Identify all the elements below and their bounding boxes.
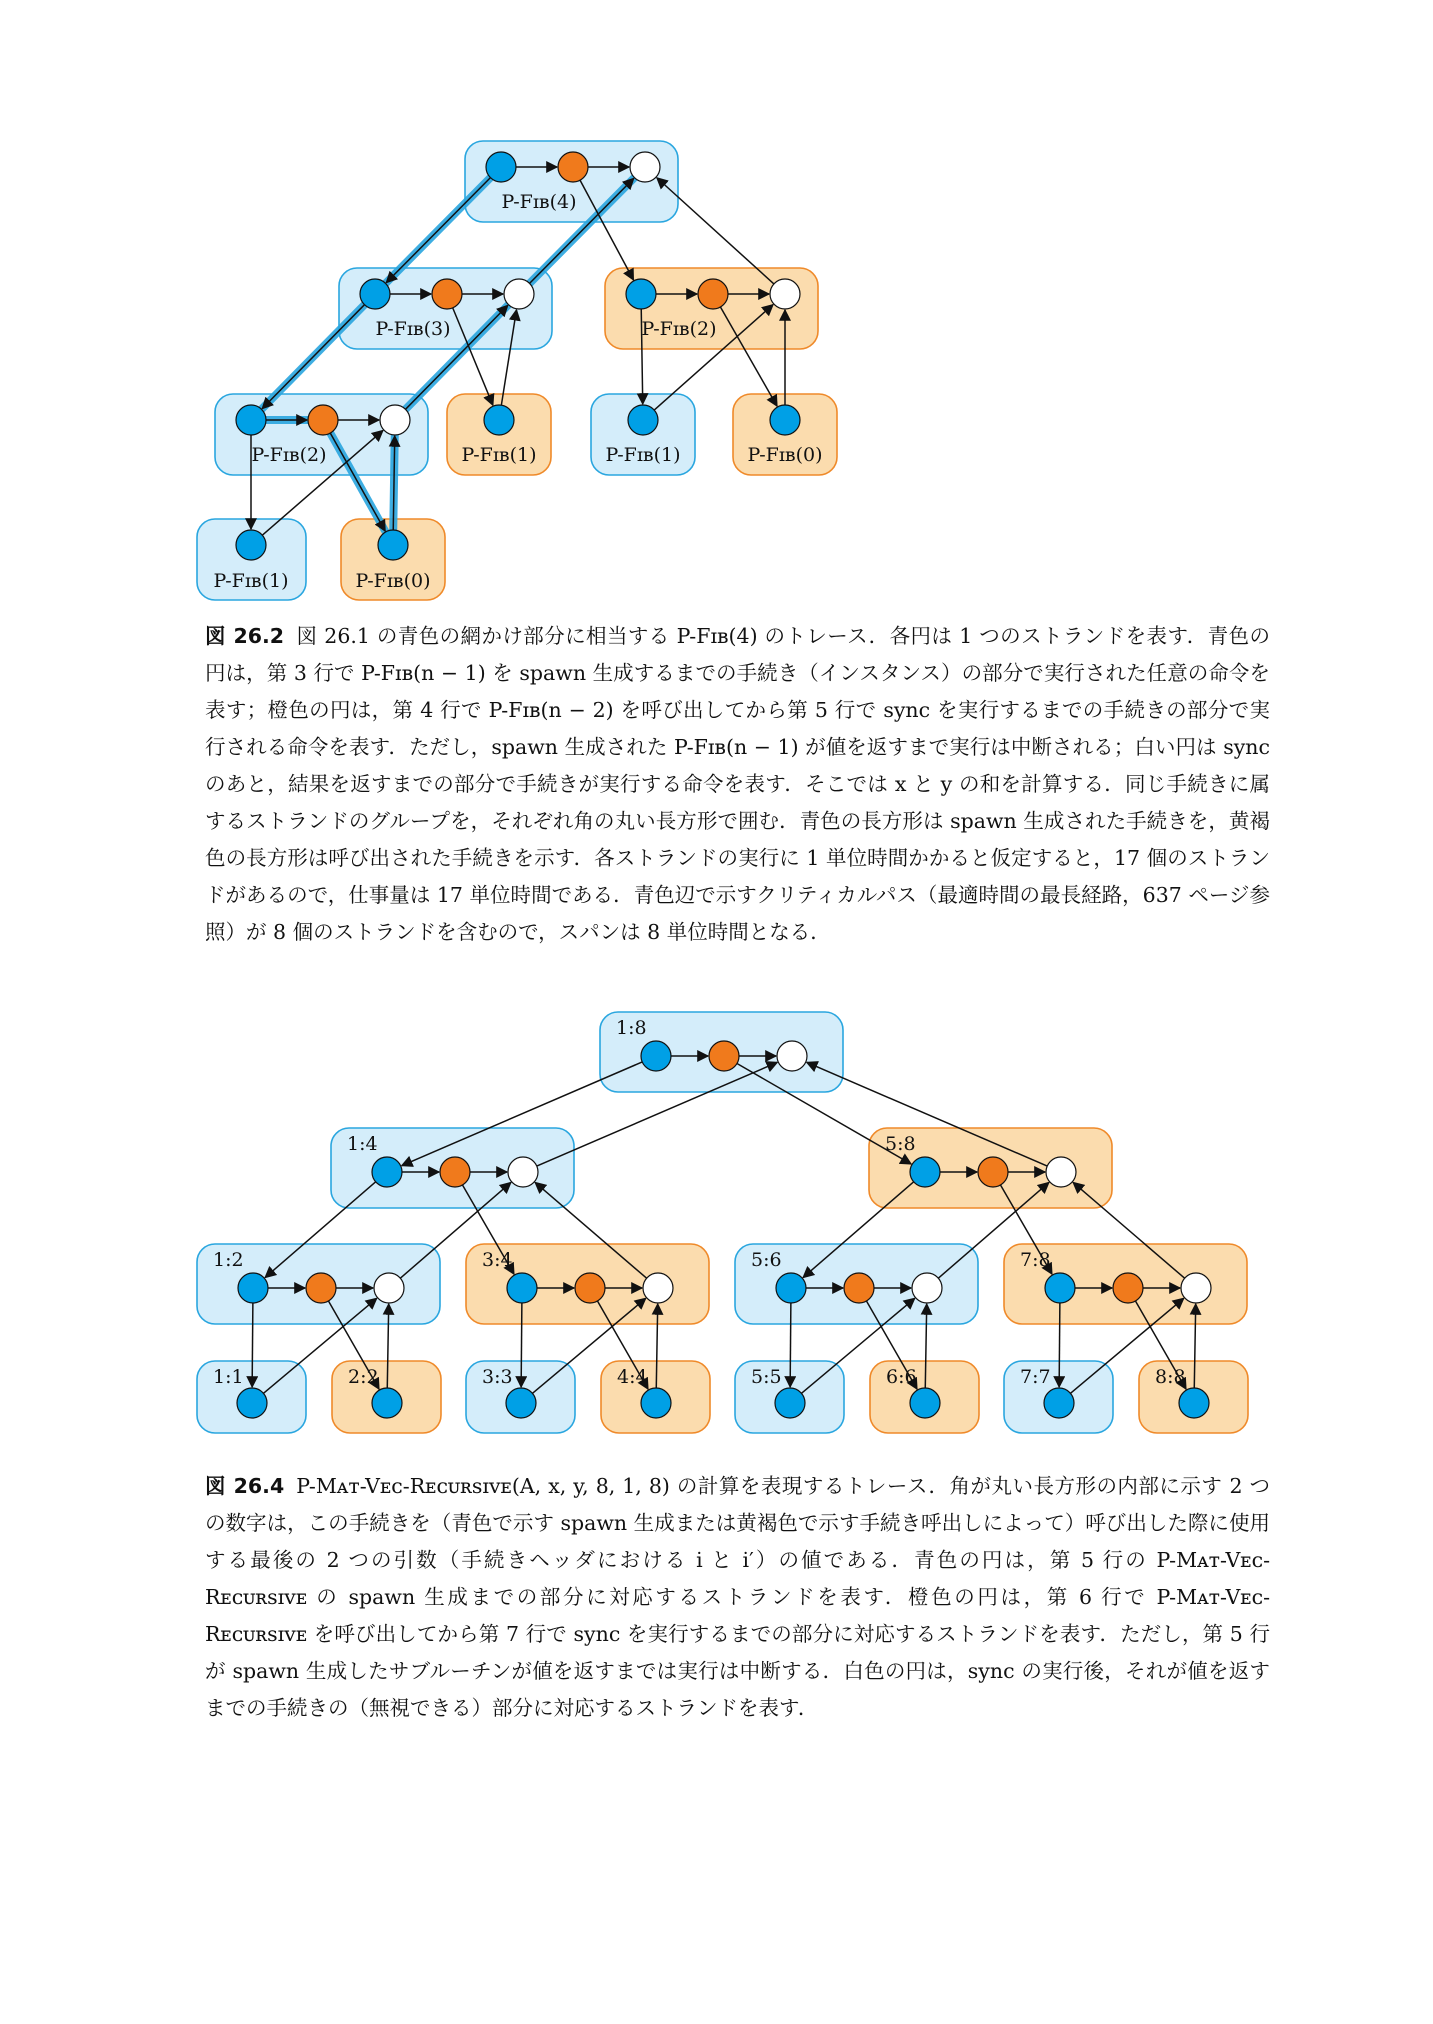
blue-strand-node (238, 1273, 268, 1303)
procedure-label: P-Fɪʙ(2) (641, 318, 717, 340)
procedure-range-label: 1:2 (213, 1249, 244, 1271)
blue-strand-node (1044, 1388, 1074, 1418)
procedure-range-label: 3:4 (482, 1249, 513, 1271)
blue-strand-node (641, 1388, 671, 1418)
orange-strand-node (306, 1273, 336, 1303)
dependency-edge (521, 1303, 522, 1387)
white-strand-node (1181, 1273, 1211, 1303)
figure-26-4-text: P-Mᴀᴛ-Vᴇᴄ-Rᴇᴄᴜʀsɪᴠᴇ(A, x, y, 8, 1, 8) の計算を表現するトレース．角が丸い長方形の内部に示す 2 つの数字は，この手続きを（青色で示す spawn 生成または黄褐色で示す手続き呼出しによって）呼び出した際に使用する最後の 2 つの引数（手続きヘッダにおける i と i′）の値である．青色の円は，第 5 行の P-Mᴀᴛ-Vᴇᴄ-Rᴇᴄᴜʀsɪᴠᴇ の spawn 生成までの部分に対応するストランドを表す．橙色の円は，第 6 行で P-Mᴀᴛ-Vᴇᴄ-Rᴇᴄᴜʀsɪᴠᴇ を呼び出してから第 7 行で sync を実行するまでの部分に対応するストランドを表す．ただし，第 5 行が spawn 生成したサブルーチンが値を返すまでは実行は中断する．白色の円は，sync の実行後，それが値を返すまでの手続きの（無視できる）部分に対応するストランドを表す． (205, 1474, 1270, 1720)
procedure-label: P-Fɪʙ(2) (251, 444, 327, 466)
white-strand-node (508, 1157, 538, 1187)
procedure-range-label: 4:4 (617, 1366, 648, 1388)
procedure-label: P-Fɪʙ(3) (375, 318, 451, 340)
procedure-range-label: 1:4 (347, 1133, 378, 1155)
procedure-label: P-Fɪʙ(0) (355, 570, 431, 592)
procedure-range-label: 7:7 (1020, 1366, 1051, 1388)
procedure-label: P-Fɪʙ(1) (213, 570, 289, 592)
procedure-range-label: 1:8 (616, 1017, 647, 1039)
white-strand-node (912, 1273, 942, 1303)
blue-strand-node (910, 1157, 940, 1187)
blue-strand-node (775, 1388, 805, 1418)
blue-strand-node (910, 1388, 940, 1418)
procedure-range-label: 7:8 (1020, 1249, 1051, 1271)
dependency-edge (790, 1303, 791, 1387)
procedure-label: P-Fɪʙ(0) (747, 444, 823, 466)
orange-strand-node (709, 1041, 739, 1071)
procedure-range-label: 6:6 (886, 1366, 917, 1388)
procedure-range-label: 5:5 (751, 1366, 782, 1388)
procedure-range-label: 1:1 (213, 1366, 244, 1388)
blue-strand-node (506, 1388, 536, 1418)
orange-strand-node (440, 1157, 470, 1187)
dependency-edge (1059, 1303, 1060, 1387)
figure-26-2-text: 図 26.1 の青色の網かけ部分に相当する P-Fɪʙ(4) のトレース．各円は 1 つのストランドを表す．青色の円は，第 3 行で P-Fɪʙ(n − 1) を spawn 生成するまでの手続き（インスタンス）の部分で実行された任意の命令を表す；橙色の円は，第 4 行で P-Fɪʙ(n − 2) を呼び出してから第 5 行で sync を実行するまでの手続きの部分で実行される命令を表す．ただし，spawn 生成された P-Fɪʙ(n − 1) が値を返すまで実行は中断される；白い円は sync のあと，結果を返すまでの部分で手続きが実行する命令を表す．そこでは x と y の和を計算する．同じ手続きに属するストランドのグループを，それぞれ角の丸い長方形で囲む．青色の長方形は spawn 生成された手続きを，黄褐色の長方形は呼び出された手続きを示す．各ストランドの実行に 1 単位時間かかると仮定すると，17 個のストランドがあるので，仕事量は 17 単位時間である．青色辺で示すクリティカルパス（最適時間の最長経路，637 ページ参照）が 8 個のストランドを含むので，スパンは 8 単位時間となる． (205, 624, 1270, 944)
blue-strand-node (372, 1388, 402, 1418)
blue-strand-node (372, 1157, 402, 1187)
procedure-range-label: 5:6 (751, 1249, 782, 1271)
orange-strand-node (575, 1273, 605, 1303)
figure-26-4-label: 図 26.4 (205, 1474, 285, 1498)
blue-strand-node (507, 1273, 537, 1303)
orange-strand-node (978, 1157, 1008, 1187)
white-strand-node (374, 1273, 404, 1303)
procedure-range-label: 5:8 (885, 1133, 916, 1155)
figure-26-2-label: 図 26.2 (205, 624, 285, 648)
procedure-label: P-Fɪʙ(1) (605, 444, 681, 466)
blue-strand-node (237, 1388, 267, 1418)
procedure-range-label: 8:8 (1155, 1366, 1186, 1388)
procedure-label: P-Fɪʙ(1) (461, 444, 537, 466)
procedure-range-label: 3:3 (482, 1366, 513, 1388)
figure-26-4-caption (205, 1468, 1270, 1727)
white-strand-node (643, 1273, 673, 1303)
white-strand-node (1046, 1157, 1076, 1187)
orange-strand-node (1113, 1273, 1143, 1303)
dependency-edge (252, 1303, 253, 1387)
blue-strand-node (776, 1273, 806, 1303)
procedure-range-label: 2:2 (348, 1366, 379, 1388)
procedure-label: P-Fɪʙ(4) (501, 191, 577, 213)
blue-strand-node (1179, 1388, 1209, 1418)
white-strand-node (777, 1041, 807, 1071)
blue-strand-node (641, 1041, 671, 1071)
orange-strand-node (844, 1273, 874, 1303)
blue-strand-node (1045, 1273, 1075, 1303)
